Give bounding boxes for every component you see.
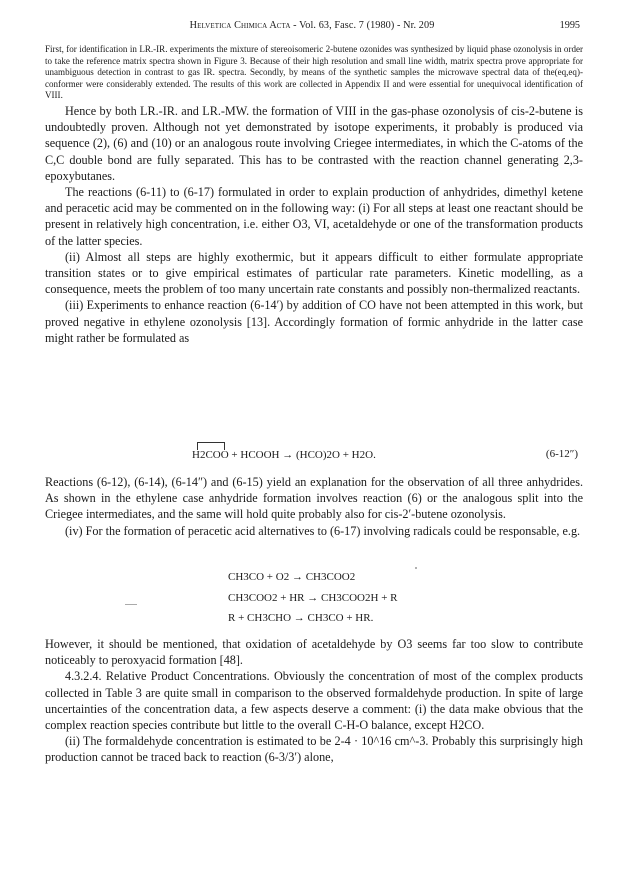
paragraph-reactions-explanation: Reactions (6-12), (6-14), (6-14″) and (6-15) yield an explanation for the observation of all three anhydrides. As shown in the ethylene case anhydride formation involves reaction (6) or the analogous split into the Criegee intermediates, and the same will hold quite probably also for cis-2′-butene ozonolysis. [45,475,583,522]
journal-title [0,20,624,31]
ring-bond-mark [197,442,225,450]
journal-volume-info: - Vol. 63, Fasc. 7 (1980) - Nr. 209 [290,20,435,31]
main-text-block-2 [45,474,583,539]
equation-radical-3: R + CH3CHO → CH3CO + HR. [228,612,374,624]
equation-6-12-double-prime [192,448,376,462]
journal-name: Helvetica Chimica Acta [189,20,291,31]
equation-text: H2COO + HCOOH → (HCO)2O + H2O. [192,449,376,461]
paragraph-hence: Hence by both LR.-IR. and LR.-MW. the formation of VIII in the gas-phase ozonolysis of cis-2-butene is undoubtedly proven. Although not yet demonstrated by isotope experiments, it probably is produced via sequence (2), (6) and (10) or an analogous route involving Criegee intermediates, in which the C-atoms of the C,C double bond are fully separated. This has to be contrasted with the reaction channel generating 2,3-epoxybutanes. [45,104,583,183]
margin-dash-mark [125,604,137,605]
paragraph-ii: (ii) Almost all steps are highly exothermic, but it appears difficult to either formulate appropriate transition states or to give empirical estimates of particular rate parameters. Kinetic modelling, as a consequence, meets the problem of too many uncertain rate constants and possibly non-thermalized reactants. [45,249,583,297]
speck-mark [415,567,417,569]
equation-radical-1: CH3CO + O2 → CH3COO2 [228,571,356,583]
paragraph-reactions: The reactions (6-11) to (6-17) formulated in order to explain production of anhydrides, dimethyl ketene and peracetic acid may be commented on in the following way: (i) For all steps at least one reactant should be present in relatively high concentration, i.e. either O3, VI, acetaldehyde or one of the transformation products of the latter species. [45,185,583,248]
equation-radical-2: CH3COO2 + HR → CH3COO2H + R [228,592,398,604]
small-print-paragraph [45,44,583,102]
paragraph-relative-concentrations: 4.3.2.4. Relative Product Concentrations. Obviously the concentration of most of the complex products collected in Table 3 are quite small in comparison to the observed formaldehyde production. In spite of large uncertainties of the concentration data, a few aspects deserve a comment: (i) the data make obvious that the complex reaction species contribute but little to the overall C-H-O balance, except H2CO. [45,669,583,733]
paragraph-iv: (iv) For the formation of peracetic acid alternatives to (6-17) involving radicals could be responsable, e.g. [65,523,581,538]
paragraph-formaldehyde: (ii) The formaldehyde concentration is estimated to be 2-4 · 10^16 cm^-3. Probably this surprisingly high production cannot be traced back to reaction (6-3/3′) alone, [45,734,583,765]
running-header [0,20,624,36]
equation-label: (6-12″) [545,448,578,460]
paragraph-iii: (iii) Experiments to enhance reaction (6-14′) by addition of CO have not been attempted in this work, but proved negative in ethylene ozonolysis [13]. Accordingly formation of formic anhydride in the latter case might rather be formulated as [45,298,583,345]
small-paragraph-text: First, for identification in LR.-IR. experiments the mixture of stereoisomeric 2-butene ozonides was synthesized by liquid phase ozonolysis in order to take the reference matrix spectra shown in Figure 3. Because of their high resolution and small line width, matrix spectra prove appropriate for unambiguous detection in contrast to gas IR. spectra. Secondly, by means of the synthetic samples the microwave spectral data of the(eq,eq)-conformer were considerably extended. The results of this work are collected in Appendix II and were essential for unequivocal identification of VIII. [45,44,583,101]
main-text-block-3 [45,636,583,766]
paragraph-however: However, it should be mentioned, that oxidation of acetaldehyde by O3 seems far too slow to contribute noticeably to peroxyacid formation [48]. [45,637,583,668]
page-number: 1995 [559,20,580,31]
main-text-block-1 [45,103,583,346]
